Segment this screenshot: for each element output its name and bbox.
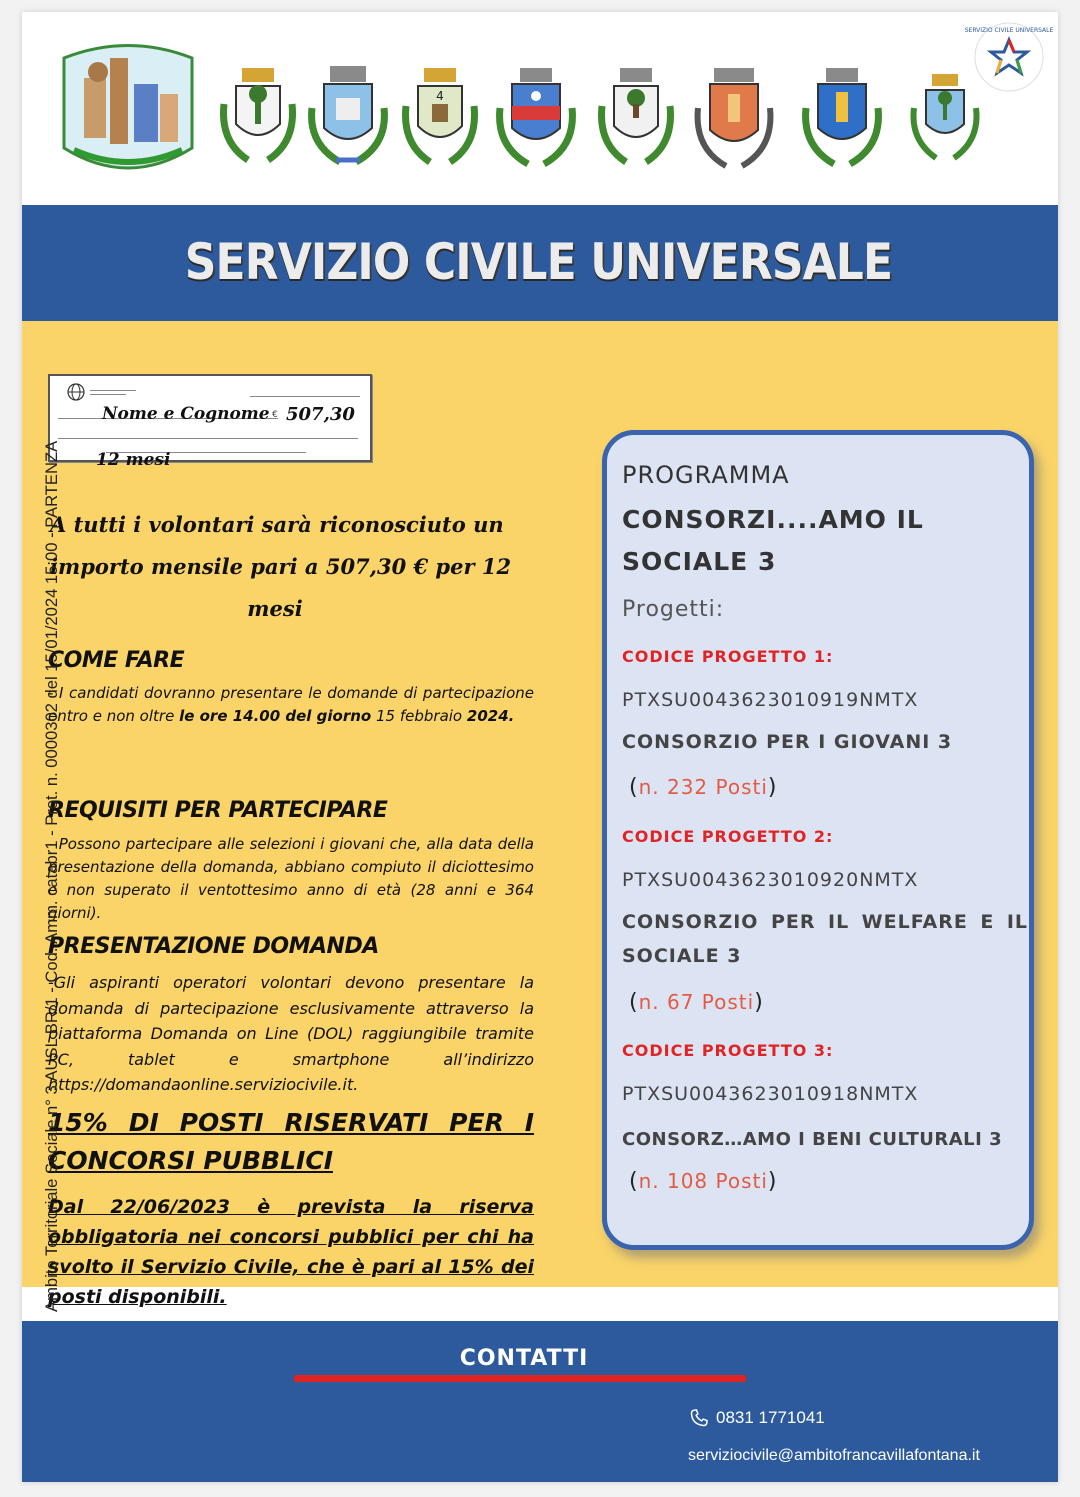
project-2-code: PTXSU0043623010920NMTX <box>622 869 919 891</box>
progetti-label: Progetti: <box>622 597 725 622</box>
come-fare-text <box>48 682 534 728</box>
riserva-heading: 15% DI POSTI RISERVATI PER I CONCORSI PUBBLICI <box>48 1108 534 1175</box>
cheque-amount: 507,30 <box>286 404 355 425</box>
project-2-posti <box>629 990 764 1015</box>
crest-icon-2 <box>308 64 388 172</box>
come-fare-text-c: 15 febbraio <box>371 707 467 725</box>
come-fare-text-b: le ore 14.00 del giorno <box>179 707 372 725</box>
crest-icon-7 <box>802 64 882 172</box>
phone-row <box>688 1407 825 1429</box>
programma-label: PROGRAMMA <box>622 461 790 489</box>
project-3-name: CONSORZ…AMO I BENI CULTURALI 3 <box>622 1129 1003 1150</box>
municipal-crests-row <box>22 12 1058 205</box>
project-1-name: CONSORZIO PER I GIOVANI 3 <box>622 731 953 753</box>
project-2-code-label: CODICE PROGETTO 2: <box>622 827 834 846</box>
globe-icon <box>66 382 86 402</box>
project-1-code-label: CODICE PROGETTO 1: <box>622 647 834 666</box>
intro-line-1: A tutti i volontari sarà riconosciuto un importo mensile pari a 507,30 € per 12 <box>50 512 512 579</box>
cheque-currency: € <box>272 410 278 420</box>
paren-open: ( <box>629 775 639 800</box>
project-3-code: PTXSU0043623010918NMTX <box>622 1083 919 1105</box>
paren-open: ( <box>629 990 639 1015</box>
contacts-band <box>22 1321 1058 1482</box>
protocol-stamp: Ambito Territoriale Sociale n° 3 AUSL BR/1 - Cod. Amm. catabr1 - Prot. n. 0000302 del 15/01/2024 15:00 - PARTENZA <box>42 440 61 1312</box>
svg-text:4: 4 <box>436 89 444 103</box>
paren-close: ) <box>767 775 778 800</box>
come-fare-heading: COME FARE <box>48 648 185 673</box>
come-fare-text-a: - I candidati dovranno presentare le domande di partecipazione entro e non oltre <box>48 684 534 725</box>
phone-icon <box>688 1407 710 1429</box>
project-2-posti-value: n. 67 Posti <box>638 990 755 1014</box>
crest-icon-4 <box>496 64 576 172</box>
riserva-text: Dal 22/06/2023 è prevista la riserva obbligatoria nei concorsi pubblici per chi ha svolto il Servizio Civile, che è pari al 15% dei posti disponibili. <box>48 1196 534 1308</box>
paren-open: ( <box>629 1169 639 1194</box>
crest-icon-6 <box>694 64 774 172</box>
intro-text <box>50 504 540 630</box>
contacts-title: CONTATTI <box>459 1346 589 1371</box>
project-1-posti-value: n. 232 Posti <box>638 775 768 799</box>
presentazione-heading: PRESENTAZIONE DOMANDA <box>48 934 379 959</box>
flyer-page <box>22 12 1058 1482</box>
crest-icon-5 <box>596 64 676 172</box>
servizio-civile-logo-icon <box>964 20 1054 94</box>
come-fare-text-d: 2024. <box>466 707 515 725</box>
intro-line-2: mesi <box>247 596 303 621</box>
paren-close: ) <box>754 990 764 1015</box>
cheque-months: 12 mesi <box>96 450 171 470</box>
email-address[interactable]: serviziocivile@ambitofrancavillafontana.it <box>688 1447 980 1464</box>
programma-name: CONSORZI....AMO IL SOCIALE 3 <box>622 505 924 576</box>
crest-icon-1 <box>218 64 298 172</box>
project-3-posti <box>629 1169 778 1194</box>
title-band <box>22 205 1058 321</box>
city-collage-image <box>54 38 202 184</box>
project-3-posti-value: n. 108 Posti <box>638 1169 768 1193</box>
project-1-posti <box>629 775 778 800</box>
contacts-underline <box>294 1375 746 1382</box>
presentazione-text: -Gli aspiranti operatori volontari devono presentare la domanda di partecipazione esclusivamente attraverso la piattaforma Domanda on Line (DOL) raggiungibile tramite PC, tablet e smartphone all’indirizzo https://domandaonline.serviziocivile.it. <box>48 973 534 1094</box>
scu-logo-text: SERVIZIO CIVILE UNIVERSALE <box>964 27 1054 34</box>
project-1-code: PTXSU0043623010919NMTX <box>622 689 919 711</box>
project-3-code-label: CODICE PROGETTO 3: <box>622 1041 834 1060</box>
cheque-name: Nome e Cognome <box>102 404 270 424</box>
project-2-name: CONSORZIO PER IL WELFARE E IL SOCIALE 3 <box>622 911 1028 967</box>
requisiti-text: - Possono partecipare alle selezioni i giovani che, alla data della presentazione della domanda, abbiano compiuto il diciottesimo e non superato il ventottesimo anno di età (28 anni e 364 giorni). <box>48 835 534 922</box>
requisiti-heading: REQUISITI PER PARTECIPARE <box>48 798 388 823</box>
paren-close: ) <box>767 1169 778 1194</box>
crest-icon-3 <box>400 64 480 172</box>
page-title: SERVIZIO CIVILE UNIVERSALE <box>184 233 893 291</box>
phone-number[interactable]: 0831 1771041 <box>716 1408 825 1427</box>
programma-box <box>602 430 1034 1250</box>
